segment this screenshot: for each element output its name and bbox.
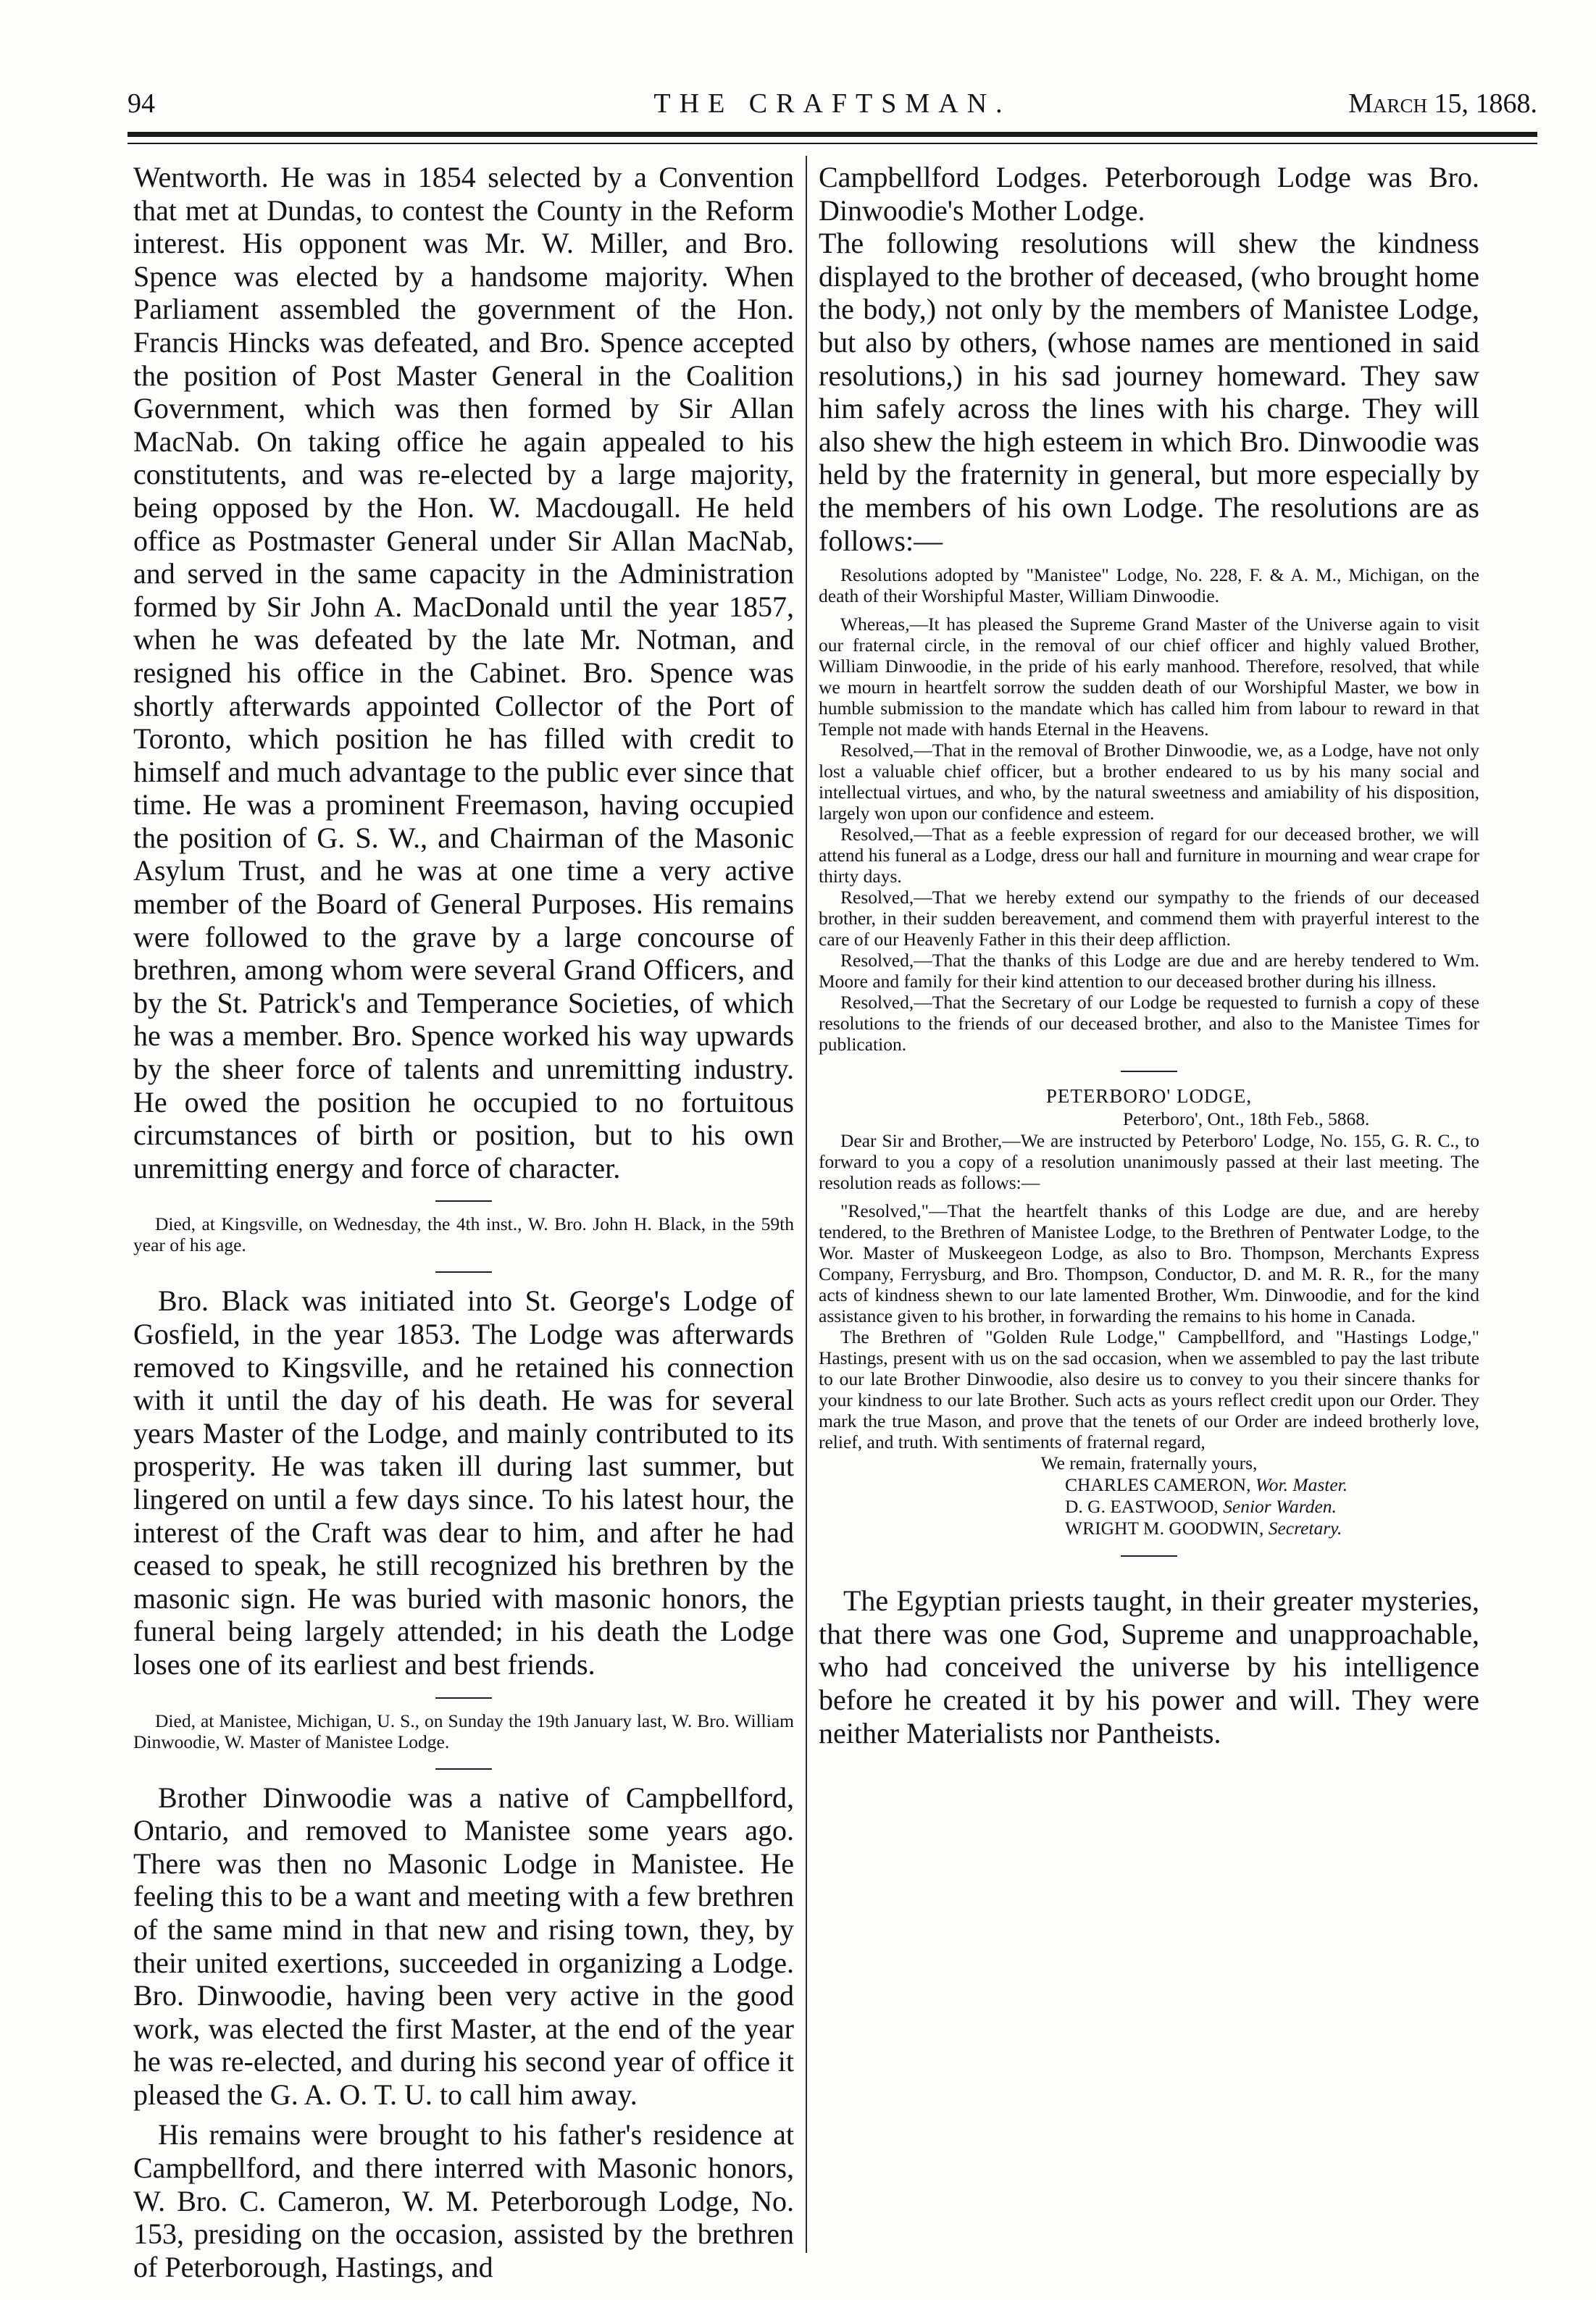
lodge-heading: PETERBORO' LODGE, — [1045, 1085, 1253, 1108]
signatory-name: D. G. EASTWOOD, — [1065, 1496, 1219, 1518]
letter-resolution: "Resolved,"—That the heartfelt thanks of this Lodge are due, and are hereby tendered, to the Brethren of Manistee Lodge, to the Brethren of Pentwater Lodge, to the Wor. Master of Muskeegeon Lodge, as also to Bro. Thompson, Merchants Express Company, Ferrysburg, and Bro. Thompson, Conductor, D. and M. R. R., for the many acts of kindness shewn to our late lamented Brother, Wm. Dinwoodie, and for the kind assistance given to his brother, in forwarding the remains to his home in Canada. — [819, 1200, 1479, 1327]
obituary-notice-dinwoodie: Died, at Manistee, Michigan, U. S., on Sunday the 19th January last, W. Bro. William Dinwoodie, W. Master of Manistee Lodge. — [133, 1710, 794, 1752]
whereas-clause: Whereas,—It has pleased the Supreme Grand Master of the Universe again to visit our fraternal circle, in the removal of our chief officer and highly valued Brother, William Dinwoodie, in the pride of his early manhood. Therefore, resolved, that while we mourn in heartfelt sorrow the sudden death of our Worshipful Master, we bow in humble submission to the mandate which has called him from labour to reward in that Temple not made with hands Eternal in the Heavens. — [819, 614, 1479, 740]
signature-block — [819, 1474, 1479, 1539]
resolution-2: Resolved,—That as a feeble expression of regard for our deceased brother, we will attend his funeral as a Lodge, dress our hall and furniture in mourning and wear crape for thirty days. — [819, 824, 1479, 887]
spence-biography-paragraph: Wentworth. He was in 1854 selected by a Convention that met at Dundas, to contest the County in the Reform interest. His opponent was Mr. W. Miller, and Bro. Spence was elected by a handsome majority. When Parliament assembled the government of the Hon. Francis Hincks was defeated, and Bro. Spence accepted the position of Post Master General in the Coalition Government, which was then formed by Sir Allan MacNab. On taking office he again appealed to his constitutents, and was re-elected by a large majority, being opposed by the Hon. W. Macdougall. He held office as Postmaster General under Sir Allan MacNab, and served in the same capacity in the Administration formed by Sir John A. MacDonald until the year 1857, when he was defeated by the late Mr. Notman, and resigned his office in the Cabinet. Bro. Spence was shortly afterwards appointed Collector of the Port of Toronto, which position he has filled with credit to himself and much advantage to the public ever since that time. He was a prominent Freemason, having occupied the position of G. S. W., and Chairman of the Masonic Asylum Trust, and he was at one time a very active member of the Board of General Purposes. His remains were followed to the grave by a large concourse of brethren, among whom were several Grand Officers, and by the St. Patrick's and Temperance Societies, of which he was a member. Bro. Spence worked his way upwards by the sheer force of talents and unremitting industry. He owed the position he occupied to no fortuitous circumstances of birth or position, but to his own unremitting energy and force of character. — [133, 161, 794, 1184]
dinwoodie-burial-paragraph: His remains were brought to his father's residence at Campbellford, and there interred with Masonic honors, W. Bro. C. Cameron, W. M. Peterborough Lodge, No. 153, presiding on the occasion, assisted by the brethren of Peterborough, Hastings, and — [133, 2118, 794, 2283]
signature-line — [819, 1474, 1479, 1496]
signatory-title: Secretary. — [1268, 1518, 1342, 1539]
section-separator — [1121, 1071, 1177, 1072]
resolution-3: Resolved,—That we hereby extend our sympathy to the friends of our deceased brother, in their sudden bereavement, and commend them with prayerful interest to the care of our Heavenly Father in this their deep affliction. — [819, 887, 1479, 950]
signatory-title: Wor. Master. — [1255, 1474, 1348, 1496]
section-separator — [435, 1768, 492, 1770]
page-header — [128, 81, 1537, 126]
letter-body: The Brethren of "Golden Rule Lodge," Campbellford, and "Hastings Lodge," Hastings, present with us on the sad occasion, when we assembled to pay the last tribute to our late Brother Dinwoodie, also desire us to convey to you their sincere thanks for your kindness to our late Brother. Such acts as yours reflect credit upon our Order. They mark the true Mason, and prove that the tenets of our Order are indeed brotherly love, relief, and truth. With sentiments of fraternal regard, — [819, 1326, 1479, 1453]
obituary-notice-black: Died, at Kingsville, on Wednesday, the 4th inst., W. Bro. John H. Black, in the 59th year of his age. — [133, 1213, 794, 1256]
letter-closing: We remain, fraternally yours, — [1040, 1452, 1258, 1474]
signatory-title: Senior Warden. — [1223, 1496, 1337, 1518]
signature-line — [819, 1518, 1479, 1539]
black-biography-paragraph: Bro. Black was initiated into St. George's Lodge of Gosfield, in the year 1853. The Lodge was afterwards removed to Kingsville, and he retained his connection with it until the day of his death. He was for several years Master of the Lodge, and mainly contributed to its prosperity. He was taken ill during last summer, but lingered on until a few days since. To his latest hour, the interest of the Craft was dear to him, and after he had ceased to speak, he still recognized his brethren by the masonic sign. He was buried with masonic honors, the funeral being largely attended; in his death the Lodge loses one of its earliest and best friends. — [133, 1284, 794, 1681]
section-separator — [435, 1697, 492, 1699]
publication-title: THE CRAFTSMAN. — [653, 88, 1011, 119]
header-rule-thin — [128, 143, 1537, 144]
column-divider — [806, 156, 807, 2253]
signatory-name: CHARLES CAMERON, — [1065, 1474, 1251, 1496]
campbellford-paragraph: Campbellford Lodges. Peterborough Lodge was Bro. Dinwoodie's Mother Lodge. — [819, 161, 1479, 227]
section-separator — [1121, 1555, 1177, 1557]
egyptian-priests-paragraph: The Egyptian priests taught, in their greater mysteries, that there was one God, Supreme and unapproachable, who had conceived the universe by his intelligence before he created it by his power and will. They were neither Materialists nor Pantheists. — [819, 1584, 1479, 1749]
right-column — [819, 161, 1479, 1749]
section-separator — [435, 1200, 492, 1202]
resolution-1: Resolved,—That in the removal of Brother Dinwoodie, we, as a Lodge, have not only lost a valuable chief officer, but a brother endeared to us by his many social and intellectual virtues, and who, by the natural sweetness and amiability of his disposition, largely won upon our confidence and esteem. — [819, 740, 1479, 824]
signature-line — [819, 1496, 1479, 1518]
issue-date: March 15, 1868. — [1348, 88, 1537, 119]
resolution-5: Resolved,—That the Secretary of our Lodge be requested to furnish a copy of these resolutions to the friends of our deceased brother, and also to the Manistee Times for publication. — [819, 992, 1479, 1055]
dinwoodie-biography-paragraph: Brother Dinwoodie was a native of Campbellford, Ontario, and removed to Manistee some years ago. There was then no Masonic Lodge in Manistee. He feeling this to be a want and meeting with a few brethren of the same mind in that new and rising town, they, by their united exertions, succeeded in organizing a Lodge. Bro. Dinwoodie, having been very active in the good work, was elected the first Master, at the end of the year he was re-elected, and during his second year of office it pleased the G. A. O. T. U. to call him away. — [133, 1781, 794, 2111]
section-separator — [435, 1271, 492, 1273]
letter-dateline: Peterboro', Ont., 18th Feb., 5868. — [1123, 1108, 1370, 1130]
signatory-name: WRIGHT M. GOODWIN, — [1065, 1518, 1264, 1539]
resolutions-intro-paragraph: The following resolutions will shew the kindness displayed to the brother of deceased, (who brought home the body,) not only by the members of Manistee Lodge, but also by others, (whose names are mentioned in said resolutions,) in his sad journey homeward. They saw him safely across the lines with his charge. They will also shew the high esteem in which Bro. Dinwoodie was held by the fraternity in general, but more especially by the members of his own Lodge. The resolutions are as follows:— — [819, 227, 1479, 557]
page-number: 94 — [128, 88, 155, 119]
resolution-4: Resolved,—That the thanks of this Lodge are due and are hereby tendered to Wm. Moore and family for their kind attention to our deceased brother during his illness. — [819, 950, 1479, 992]
resolutions-heading: Resolutions adopted by "Manistee" Lodge, No. 228, F. & A. M., Michigan, on the death of their Worshipful Master, William Dinwoodie. — [819, 564, 1479, 607]
left-column — [133, 161, 794, 2283]
letter-intro: Dear Sir and Brother,—We are instructed by Peterboro' Lodge, No. 155, G. R. C., to forward to you a copy of a resolution unanimously passed at their last meeting. The resolution reads as follows:— — [819, 1130, 1479, 1194]
header-rule-thick — [128, 132, 1537, 137]
